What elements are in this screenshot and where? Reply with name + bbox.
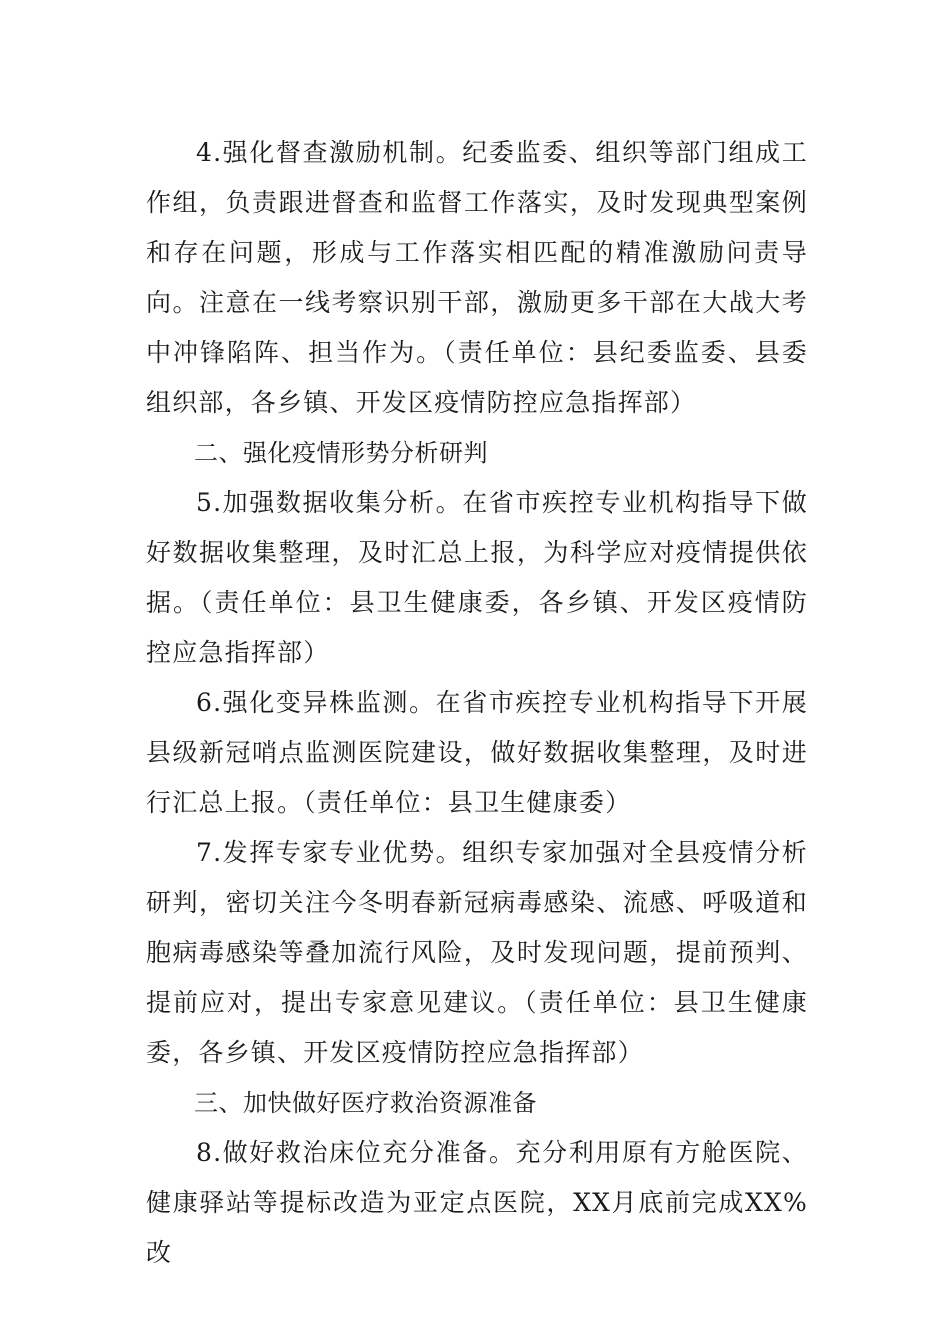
document-body <box>146 128 808 1278</box>
paragraph-item-5: 5.加强数据收集分析。在省市疾控专业机构指导下做好数据收集整理，及时汇总上报，为科学应对疫情提供依据。（责任单位：县卫生健康委，各乡镇、开发区疫情防控应急指挥部） <box>146 488 808 667</box>
section-heading-3: 三、加快做好医疗救治资源准备 <box>194 1089 537 1117</box>
section-heading-2: 二、强化疫情形势分析研判 <box>194 439 488 467</box>
paragraph-item-8: 8.做好救治床位充分准备。充分利用原有方舱医院、健康驿站等提标改造为亚定点医院，XX月底前完成XX%改 <box>146 1138 808 1267</box>
paragraph-item-7: 7.发挥专家专业优势。组织专家加强对全县疫情分析研判，密切关注今冬明春新冠病毒感染、流感、呼吸道和胞病毒感染等叠加流行风险，及时发现问题，提前预判、提前应对，提出专家意见建议。（责任单位：县卫生健康委，各乡镇、开发区疫情防控应急指挥部） <box>146 838 808 1067</box>
paragraph-item-6: 6.强化变异株监测。在省市疾控专业机构指导下开展县级新冠哨点监测医院建设，做好数据收集整理，及时进行汇总上报。（责任单位：县卫生健康委） <box>146 688 808 817</box>
paragraph-item-4: 4.强化督查激励机制。纪委监委、组织等部门组成工作组，负责跟进督查和监督工作落实，及时发现典型案例和存在问题，形成与工作落实相匹配的精准激励问责导向。注意在一线考察识别干部，激励更多干部在大战大考中冲锋陷阵、担当作为。（责任单位：县纪委监委、县委组织部，各乡镇、开发区疫情防控应急指挥部） <box>146 138 808 417</box>
